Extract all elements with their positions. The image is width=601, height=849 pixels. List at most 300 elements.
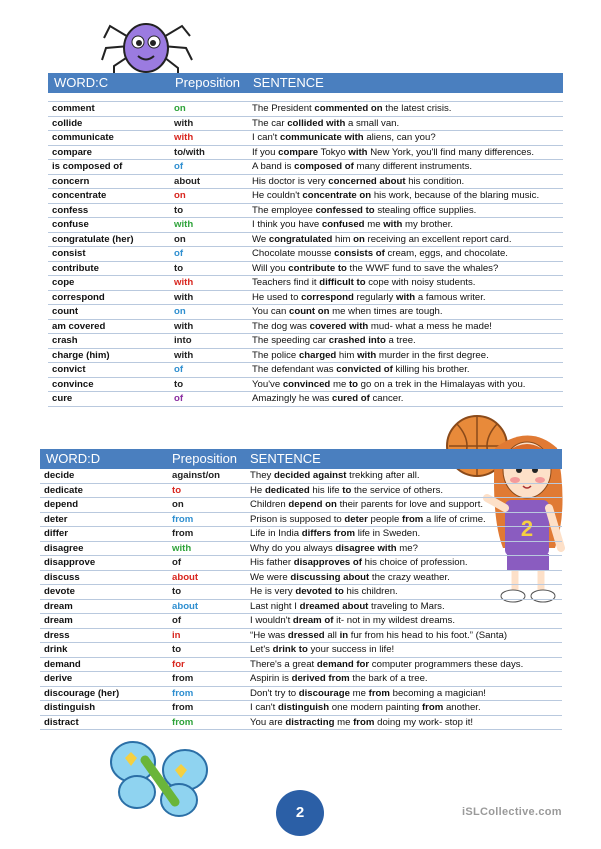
table-row bbox=[48, 131, 563, 146]
sentence-segment: his life bbox=[309, 484, 343, 496]
sentence-cell bbox=[248, 348, 563, 363]
table-row bbox=[48, 203, 563, 218]
word-cell: is composed of bbox=[48, 160, 170, 175]
word-cell: convict bbox=[48, 363, 170, 378]
preposition-cell: from bbox=[168, 715, 246, 730]
sentence-segment: the service of others. bbox=[351, 484, 444, 496]
sentence-segment: New York, you'll find many differences. bbox=[367, 146, 534, 158]
word-cell: cure bbox=[48, 392, 170, 407]
table-row bbox=[48, 261, 563, 276]
word-cell: confuse bbox=[48, 218, 170, 233]
sentence-segment: his work, because of the blaring music. bbox=[371, 190, 540, 202]
word-cell: deter bbox=[40, 512, 168, 527]
sentence-bold-segment: concerned about bbox=[328, 175, 406, 187]
sentence-segment: The defendant was bbox=[252, 364, 337, 376]
sentence-segment: life in Sweden. bbox=[355, 528, 421, 540]
word-cell: confess bbox=[48, 203, 170, 218]
sentence-cell bbox=[248, 363, 563, 378]
word-cell: disapprove bbox=[40, 556, 168, 571]
sentence-segment: stealing office supplies. bbox=[374, 204, 477, 216]
sentence-segment: Let's bbox=[250, 644, 273, 656]
sentence-cell bbox=[248, 392, 563, 407]
sentence-segment: The police bbox=[252, 349, 299, 361]
preposition-cell: with bbox=[170, 218, 248, 233]
preposition-cell: to bbox=[170, 261, 248, 276]
table-row bbox=[48, 363, 563, 378]
preposition-cell: to bbox=[170, 377, 248, 392]
header-preposition: Preposition bbox=[172, 451, 238, 466]
table-row bbox=[48, 348, 563, 363]
sentence-cell bbox=[246, 498, 562, 513]
word-cell: comment bbox=[48, 102, 170, 117]
sentence-bold-segment: with bbox=[357, 349, 377, 361]
sentence-segment: murder in the first degree. bbox=[376, 349, 489, 361]
table-row bbox=[40, 657, 562, 672]
preposition-cell: with bbox=[170, 131, 248, 146]
sentence-bold-segment: drink to bbox=[272, 644, 308, 656]
sentence-bold-segment: confessed to bbox=[315, 204, 375, 216]
sentence-segment: me when times are tough. bbox=[329, 306, 443, 318]
word-cell: discuss bbox=[40, 570, 168, 585]
sentence-segment: his choice of profession. bbox=[361, 557, 468, 569]
table-row bbox=[48, 305, 563, 320]
sentence-bold-segment: devoted to bbox=[295, 586, 344, 598]
table-row bbox=[40, 643, 562, 658]
sentence-segment: Amazingly he was bbox=[252, 393, 332, 405]
sentence-cell bbox=[246, 512, 562, 527]
sentence-segment: me bbox=[349, 687, 369, 699]
svg-text:2: 2 bbox=[520, 516, 534, 541]
preposition-cell: to bbox=[168, 643, 246, 658]
sentence-cell bbox=[246, 599, 562, 614]
word-cell: collide bbox=[48, 116, 170, 131]
sentence-cell bbox=[248, 276, 563, 291]
sentence-bold-segment: to bbox=[348, 378, 359, 390]
word-cell: dream bbox=[40, 614, 168, 629]
word-cell: concentrate bbox=[48, 189, 170, 204]
table-row bbox=[48, 116, 563, 131]
sentence-segment: The dog was bbox=[252, 320, 310, 332]
sentence-segment: He bbox=[250, 484, 265, 496]
sentence-bold-segment: concentrate on bbox=[302, 190, 372, 202]
sentence-segment: a tree. bbox=[385, 335, 416, 347]
table-row bbox=[48, 218, 563, 233]
sentence-bold-segment: derived from bbox=[291, 673, 350, 685]
preposition-cell: to bbox=[168, 483, 246, 498]
sentence-cell bbox=[246, 527, 562, 542]
sentence-cell bbox=[246, 701, 562, 716]
sentence-segment: aliens, can you? bbox=[363, 132, 436, 144]
word-cell: correspond bbox=[48, 290, 170, 305]
word-cell: demand bbox=[40, 657, 168, 672]
word-cell: disagree bbox=[40, 541, 168, 556]
sentence-segment: him bbox=[332, 233, 354, 245]
sentence-cell bbox=[248, 290, 563, 305]
sentence-bold-segment: convinced bbox=[282, 378, 331, 390]
sentence-segment: The President bbox=[252, 103, 315, 115]
table-row bbox=[40, 556, 562, 571]
sentence-bold-segment: crashed into bbox=[328, 335, 386, 347]
preposition-cell: about bbox=[168, 570, 246, 585]
sentence-bold-segment: congratulated bbox=[268, 233, 333, 245]
word-cell: dream bbox=[40, 599, 168, 614]
sentence-segment: cope with noisy students. bbox=[365, 277, 476, 289]
preposition-cell: of bbox=[170, 363, 248, 378]
sentence-segment: it- not in my wildest dreams. bbox=[333, 615, 455, 627]
table-row bbox=[48, 276, 563, 291]
sentence-segment: a small van. bbox=[345, 117, 400, 129]
sentence-cell bbox=[246, 483, 562, 498]
sentence-segment: The employee bbox=[252, 204, 316, 216]
sentence-segment: Tokyo bbox=[318, 146, 349, 158]
sentence-segment: him bbox=[336, 349, 358, 361]
word-cell: congratulate (her) bbox=[48, 232, 170, 247]
sentence-segment: Children bbox=[250, 499, 289, 511]
sentence-segment: me bbox=[334, 716, 354, 728]
sentence-segment: His doctor is very bbox=[252, 175, 329, 187]
table-row bbox=[48, 392, 563, 407]
section-c-table bbox=[48, 93, 563, 407]
word-cell: derive bbox=[40, 672, 168, 687]
sentence-segment: They bbox=[250, 470, 274, 482]
sentence-bold-segment: compare bbox=[278, 146, 319, 158]
sentence-segment: Last night I bbox=[250, 600, 300, 612]
sentence-cell bbox=[248, 232, 563, 247]
sentence-bold-segment: from bbox=[421, 702, 444, 714]
spacer-row bbox=[48, 93, 563, 102]
table-row bbox=[40, 527, 562, 542]
sentence-bold-segment: distinguish bbox=[277, 702, 330, 714]
word-cell: communicate bbox=[48, 131, 170, 146]
word-cell: distinguish bbox=[40, 701, 168, 716]
table-row bbox=[40, 469, 562, 483]
table-row bbox=[40, 585, 562, 600]
preposition-cell: from bbox=[168, 527, 246, 542]
sentence-segment: me bbox=[364, 219, 384, 231]
sentence-bold-segment: communicate with bbox=[279, 132, 364, 144]
sentence-bold-segment: composed of bbox=[294, 161, 354, 173]
preposition-cell: in bbox=[168, 628, 246, 643]
sentence-bold-segment: difficult to bbox=[319, 277, 366, 289]
table-row bbox=[48, 145, 563, 160]
sentence-bold-segment: covered with bbox=[309, 320, 369, 332]
sentence-segment: If you bbox=[252, 146, 279, 158]
section-c-header bbox=[48, 73, 563, 93]
sentence-cell bbox=[246, 715, 562, 730]
word-cell: crash bbox=[48, 334, 170, 349]
sentence-segment: Teachers find it bbox=[252, 277, 320, 289]
table-row bbox=[40, 672, 562, 687]
sentence-segment: cancer. bbox=[369, 393, 404, 405]
sentence-segment: There's a great bbox=[250, 658, 317, 670]
sentence-bold-segment: decided against bbox=[274, 470, 347, 482]
sentence-segment: You've bbox=[252, 378, 283, 390]
sentence-bold-segment: demand for bbox=[316, 658, 370, 670]
word-cell: distract bbox=[40, 715, 168, 730]
table-row bbox=[40, 570, 562, 585]
word-cell: compare bbox=[48, 145, 170, 160]
sentence-bold-segment: correspond bbox=[301, 291, 354, 303]
table-row bbox=[48, 174, 563, 189]
sentence-cell bbox=[248, 377, 563, 392]
sentence-bold-segment: differs from bbox=[301, 528, 356, 540]
sentence-segment: “He was bbox=[250, 629, 288, 641]
sentence-bold-segment: with bbox=[395, 291, 416, 303]
word-cell: count bbox=[48, 305, 170, 320]
sentence-bold-segment: with bbox=[383, 219, 403, 231]
sentence-cell bbox=[248, 102, 563, 117]
sentence-segment: the WWF fund to save the whales? bbox=[346, 262, 499, 274]
sentence-segment: another. bbox=[443, 702, 481, 714]
preposition-cell: with bbox=[170, 276, 248, 291]
word-cell: convince bbox=[48, 377, 170, 392]
table-row bbox=[40, 715, 562, 730]
section-d-table bbox=[40, 469, 562, 730]
word-cell: drink bbox=[40, 643, 168, 658]
sentence-segment: We were bbox=[250, 571, 291, 583]
sentence-cell bbox=[248, 189, 563, 204]
sentence-segment: the crazy weather. bbox=[369, 571, 450, 583]
sentence-bold-segment: dreamed about bbox=[299, 600, 369, 612]
sentence-bold-segment: convicted of bbox=[336, 364, 393, 376]
table-row bbox=[40, 686, 562, 701]
preposition-cell: on bbox=[170, 102, 248, 117]
sentence-segment: He is very bbox=[250, 586, 296, 598]
sentence-cell bbox=[248, 218, 563, 233]
table-row bbox=[48, 160, 563, 175]
sentence-segment: their parents for love and support. bbox=[336, 499, 484, 511]
sentence-segment: regularly bbox=[353, 291, 396, 303]
sentence-segment: I can't bbox=[252, 132, 280, 144]
sentence-segment: becoming a magician! bbox=[389, 687, 486, 699]
sentence-bold-segment: with bbox=[348, 146, 368, 158]
sentence-cell bbox=[246, 672, 562, 687]
sentence-cell bbox=[246, 469, 562, 483]
table-row bbox=[48, 102, 563, 117]
preposition-cell: with bbox=[168, 541, 246, 556]
sentence-cell bbox=[246, 541, 562, 556]
sentence-bold-segment: discourage bbox=[298, 687, 350, 699]
sentence-segment: doing my work- stop it! bbox=[374, 716, 474, 728]
sentence-bold-segment: deter bbox=[344, 513, 368, 525]
sentence-segment: Aspirin is bbox=[250, 673, 292, 685]
sentence-segment: people bbox=[367, 513, 403, 525]
sentence-cell bbox=[246, 628, 562, 643]
table-row bbox=[48, 232, 563, 247]
word-cell: devote bbox=[40, 585, 168, 600]
butterfly-illustration bbox=[105, 730, 215, 820]
sentence-segment: mud- what a mess he made! bbox=[368, 320, 492, 332]
sentence-cell bbox=[248, 131, 563, 146]
sentence-segment: Life in India bbox=[250, 528, 302, 540]
sentence-cell bbox=[246, 585, 562, 600]
sentence-bold-segment: on bbox=[353, 233, 365, 245]
sentence-bold-segment: in bbox=[339, 629, 349, 641]
header-word: WORD:C bbox=[54, 75, 109, 90]
sentence-segment: He used to bbox=[252, 291, 302, 303]
sentence-cell bbox=[248, 160, 563, 175]
sentence-segment: I think you have bbox=[252, 219, 322, 231]
table-row bbox=[48, 319, 563, 334]
word-cell: dedicate bbox=[40, 483, 168, 498]
sentence-segment: me? bbox=[396, 542, 418, 554]
table-row bbox=[40, 628, 562, 643]
sentence-segment: I wouldn't bbox=[250, 615, 293, 627]
sentence-segment: traveling to Mars. bbox=[368, 600, 445, 612]
sentence-segment: cream, eggs, and chocolate. bbox=[384, 248, 508, 260]
preposition-cell: with bbox=[170, 290, 248, 305]
word-cell: cope bbox=[48, 276, 170, 291]
sentence-segment: a famous writer. bbox=[415, 291, 486, 303]
sentence-segment: fur from his head to his foot.” (Santa) bbox=[348, 629, 508, 641]
sentence-segment: killing his brother. bbox=[392, 364, 470, 376]
sentence-segment: You are bbox=[250, 716, 286, 728]
preposition-cell: of bbox=[168, 556, 246, 571]
word-cell: discourage (her) bbox=[40, 686, 168, 701]
table-row bbox=[48, 290, 563, 305]
sentence-segment: receiving an excellent report card. bbox=[364, 233, 512, 245]
sentence-bold-segment: dedicated bbox=[264, 484, 310, 496]
word-cell: depend bbox=[40, 498, 168, 513]
sentence-segment: You can bbox=[252, 306, 289, 318]
sentence-segment: the bark of a tree. bbox=[349, 673, 428, 685]
table-row bbox=[48, 334, 563, 349]
sentence-segment: I can't bbox=[250, 702, 278, 714]
sentence-segment: trekking after all. bbox=[346, 470, 420, 482]
sentence-segment: computer programmers these days. bbox=[369, 658, 524, 670]
preposition-cell: to bbox=[168, 585, 246, 600]
sentence-bold-segment: from bbox=[368, 687, 390, 699]
preposition-cell: about bbox=[170, 174, 248, 189]
preposition-cell: about bbox=[168, 599, 246, 614]
table-row bbox=[40, 498, 562, 513]
preposition-cell: of bbox=[168, 614, 246, 629]
preposition-cell: with bbox=[170, 319, 248, 334]
preposition-cell: from bbox=[168, 512, 246, 527]
sentence-cell bbox=[246, 614, 562, 629]
word-cell: charge (him) bbox=[48, 348, 170, 363]
sentence-segment: one modern painting bbox=[329, 702, 422, 714]
page-number: 2 bbox=[276, 790, 324, 836]
table-row bbox=[40, 599, 562, 614]
word-cell: am covered bbox=[48, 319, 170, 334]
sentence-cell bbox=[248, 319, 563, 334]
sentence-segment: Will you bbox=[252, 262, 289, 274]
sentence-bold-segment: distracting bbox=[285, 716, 335, 728]
preposition-cell: against/on bbox=[168, 469, 246, 483]
preposition-cell: from bbox=[168, 701, 246, 716]
preposition-cell: from bbox=[168, 686, 246, 701]
sentence-segment: His father bbox=[250, 557, 294, 569]
sentence-segment: the latest crisis. bbox=[382, 103, 452, 115]
sentence-segment: We bbox=[252, 233, 269, 245]
sentence-bold-segment: collided with bbox=[287, 117, 346, 129]
sentence-bold-segment: to bbox=[342, 484, 352, 496]
sentence-cell bbox=[246, 556, 562, 571]
sentence-segment: The speeding car bbox=[252, 335, 329, 347]
sentence-segment: all bbox=[324, 629, 340, 641]
sentence-bold-segment: depend on bbox=[288, 499, 337, 511]
header-sentence: SENTENCE bbox=[250, 451, 321, 466]
sentence-cell bbox=[248, 247, 563, 262]
sentence-cell bbox=[248, 334, 563, 349]
preposition-cell: on bbox=[170, 305, 248, 320]
word-cell: consist bbox=[48, 247, 170, 262]
sentence-cell bbox=[248, 305, 563, 320]
word-cell: decide bbox=[40, 469, 168, 483]
preposition-cell: into bbox=[170, 334, 248, 349]
sentence-segment: A band is bbox=[252, 161, 295, 173]
preposition-cell: of bbox=[170, 160, 248, 175]
sentence-cell bbox=[248, 174, 563, 189]
sentence-bold-segment: charged bbox=[298, 349, 337, 361]
header-sentence: SENTENCE bbox=[253, 75, 324, 90]
header-preposition: Preposition bbox=[175, 75, 241, 90]
preposition-cell: with bbox=[170, 116, 248, 131]
sentence-bold-segment: from bbox=[402, 513, 424, 525]
sentence-segment: his condition. bbox=[405, 175, 465, 187]
word-cell: differ bbox=[40, 527, 168, 542]
sentence-bold-segment: dressed bbox=[287, 629, 325, 641]
sentence-bold-segment: discussing about bbox=[290, 571, 370, 583]
preposition-cell: for bbox=[168, 657, 246, 672]
preposition-cell: of bbox=[170, 247, 248, 262]
sentence-bold-segment: dream of bbox=[292, 615, 334, 627]
sentence-cell bbox=[248, 261, 563, 276]
preposition-cell: on bbox=[168, 498, 246, 513]
sentence-bold-segment: commented on bbox=[314, 103, 383, 115]
sentence-bold-segment: disagree with bbox=[335, 542, 397, 554]
sentence-segment: my brother. bbox=[402, 219, 454, 231]
sentence-bold-segment: confused bbox=[321, 219, 365, 231]
table-row bbox=[48, 247, 563, 262]
preposition-cell: with bbox=[170, 348, 248, 363]
preposition-cell: to bbox=[170, 203, 248, 218]
sentence-segment: Prison is supposed to bbox=[250, 513, 345, 525]
preposition-cell: from bbox=[168, 672, 246, 687]
sentence-segment: me bbox=[330, 378, 349, 390]
section-d-header bbox=[40, 449, 562, 469]
sentence-bold-segment: cured of bbox=[331, 393, 370, 405]
sentence-segment: his children. bbox=[343, 586, 398, 598]
table-row bbox=[48, 189, 563, 204]
sentence-cell bbox=[246, 570, 562, 585]
sentence-segment: go on a trek in the Himalayas with you. bbox=[358, 378, 526, 390]
header-word: WORD:D bbox=[46, 451, 101, 466]
sentence-bold-segment: count on bbox=[289, 306, 330, 318]
spider-illustration bbox=[100, 8, 195, 83]
sentence-segment: The car bbox=[252, 117, 288, 129]
preposition-cell: on bbox=[170, 232, 248, 247]
sentence-cell bbox=[246, 657, 562, 672]
sentence-bold-segment: from bbox=[353, 716, 375, 728]
sentence-cell bbox=[248, 116, 563, 131]
sentence-bold-segment: disapproves of bbox=[293, 557, 362, 569]
watermark: iSLCollective.com bbox=[462, 806, 562, 818]
table-row bbox=[40, 614, 562, 629]
sentence-bold-segment: contribute to bbox=[288, 262, 347, 274]
sentence-segment: your success in life! bbox=[307, 644, 395, 656]
sentence-bold-segment: consists of bbox=[334, 248, 385, 260]
sentence-segment: Chocolate mousse bbox=[252, 248, 335, 260]
sentence-segment: many different instruments. bbox=[353, 161, 473, 173]
sentence-segment: Why do you always bbox=[250, 542, 336, 554]
sentence-cell bbox=[248, 203, 563, 218]
word-cell: concern bbox=[48, 174, 170, 189]
sentence-segment: Don't try to bbox=[250, 687, 299, 699]
word-cell: contribute bbox=[48, 261, 170, 276]
table-row bbox=[40, 483, 562, 498]
